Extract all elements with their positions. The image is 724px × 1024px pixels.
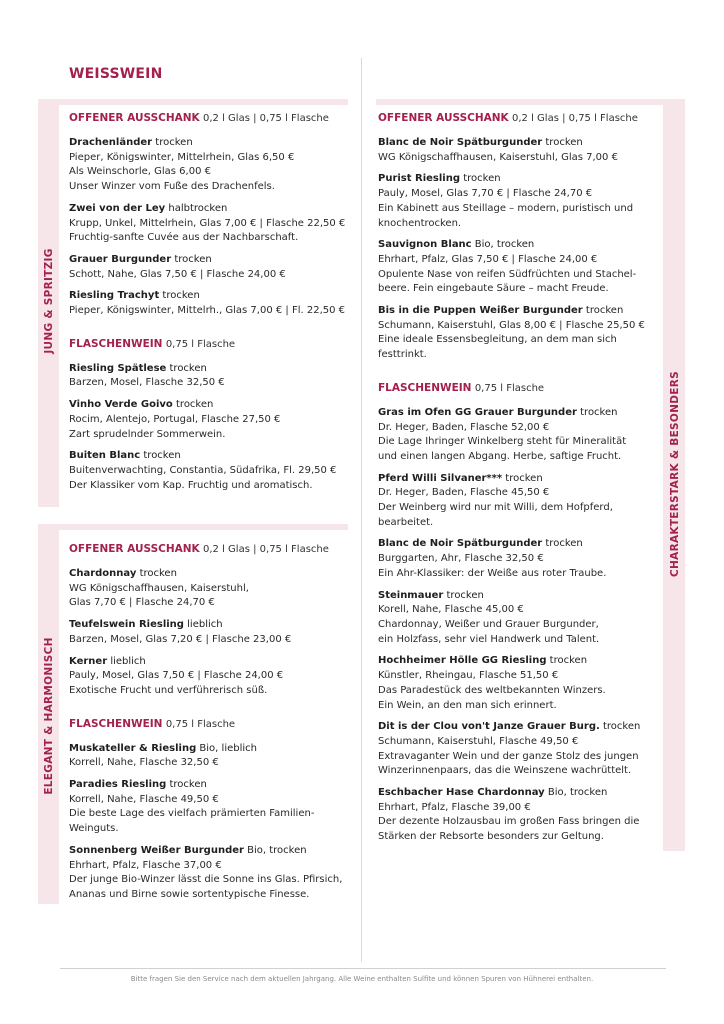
wine-detail: Korell, Nahe, Flasche 45,00 € [378, 604, 524, 616]
wine-style: trocken [139, 568, 177, 579]
wine-description: Stärken der Rebsorte besonders zur Geltung. [378, 831, 604, 843]
wine-name: Grauer Burgunder [69, 253, 172, 265]
wine-item [69, 398, 349, 442]
wine-item [378, 304, 663, 363]
section-flaschenwein [69, 717, 349, 903]
section-kind: FLASCHENWEIN [69, 717, 163, 730]
section-flaschenwein [69, 337, 349, 494]
wine-style: trocken [143, 450, 181, 462]
footer-note: Bitte fragen Sie den Service nach dem aktuellen Jahrgang. Alle Weine enthalten Sulfite und können Spuren von Hühnerei enthalten. [130, 975, 594, 983]
wine-description: Die Lage Ihringer Winkelberg steht für Mineralität [378, 436, 627, 448]
section-offener-ausschank [378, 111, 663, 363]
wine-detail: Schott, Nahe, Glas 7,50 € | Flasche 24,00 € [69, 268, 286, 280]
wine-style: Bio, trocken [247, 844, 307, 856]
wine-description: Unser Winzer vom Fuße des Drachenfels. [69, 181, 275, 193]
footer-divider [60, 968, 666, 969]
wine-name: Vinho Verde Goivo [69, 399, 173, 411]
wine-description: Ananas und Birne sowie sortentypische Finesse. [69, 888, 310, 900]
wine-item [69, 289, 349, 318]
wine-description: Der dezente Holzausbau im großen Fass bringen die [378, 816, 640, 828]
wine-detail: Pieper, Königswinter, Mittelrhein, Glas 6,50 € [69, 151, 295, 163]
wine-item [69, 449, 349, 493]
wine-item [378, 472, 663, 531]
wine-detail: Schumann, Kaiserstuhl, Flasche 49,50 € [378, 735, 579, 747]
section-kind: FLASCHENWEIN [378, 381, 472, 394]
wine-description: Exotische Frucht und verführerisch süß. [69, 684, 268, 696]
wine-description: Der Weinberg wird nur mit Willi, dem Hofpferd, [378, 502, 613, 514]
wine-style: trocken [545, 137, 583, 148]
wine-description: Winzerinnenpaars, das die Weinszene wachrüttelt. [378, 765, 632, 777]
wine-description: Fruchtig-sanfte Cuvée aus der Nachbarschaft. [69, 232, 299, 244]
wine-name: Kerner [69, 655, 108, 667]
wine-item [69, 778, 349, 837]
wine-name: Bis in die Puppen Weißer Burgunder [378, 305, 583, 317]
wine-description: beere. Fein eingebaute Säure – macht Freude. [378, 283, 609, 295]
wine-detail: Pauly, Mosel, Glas 7,70 € | Flasche 24,70 € [378, 188, 593, 200]
page-title: WEISSWEIN [69, 66, 163, 82]
wine-description: Opulente Nase von reifen Südfrüchten und Stachel- [378, 268, 637, 280]
wine-detail: Korrell, Nahe, Flasche 32,50 € [69, 757, 219, 769]
wine-name: Eschbacher Hase Chardonnay [378, 787, 545, 799]
wine-description: Der Klassiker vom Kap. Fruchtig und aromatisch. [69, 479, 313, 491]
wine-name: Sauvignon Blanc [378, 239, 472, 251]
wine-description: Extravaganter Wein und der ganze Stolz des jungen [378, 750, 639, 762]
wine-style: trocken [602, 721, 641, 733]
section-unit: 0,2 l Glas | 0,75 l Flasche [512, 113, 638, 124]
wine-name: Riesling Trachyt [69, 290, 160, 302]
section-flaschenwein [378, 381, 663, 845]
wine-item [69, 362, 349, 391]
wine-item [69, 202, 349, 246]
wine-style: trocken [585, 305, 624, 317]
wine-name: Zwei von der Ley [69, 202, 166, 214]
wine-detail: Barzen, Mosel, Glas 7,20 € | Flasche 23,00 € [69, 633, 292, 645]
wine-item [69, 742, 349, 771]
wine-name: Buiten Blanc [69, 450, 141, 462]
section-kind: OFFENER AUSSCHANK [69, 112, 200, 124]
wine-description: Chardonnay, Weißer und Grauer Burgunder, [378, 618, 599, 630]
section-unit: 0,75 l Flasche [165, 718, 236, 730]
wine-detail: Barzen, Mosel, Flasche 32,50 € [69, 377, 225, 389]
section-kind: FLASCHENWEIN [69, 337, 163, 350]
wine-name: Sonnenberg Weißer Burgunder [69, 844, 244, 856]
wine-name: Purist Riesling [378, 173, 461, 185]
wine-description: Der junge Bio-Winzer lässt die Sonne ins Glas. Pfirsich, [69, 874, 343, 886]
section-unit: 0,2 l Glas | 0,75 l Flasche [203, 544, 329, 555]
wine-description: und einen langen Abgang. Herbe, saftige Frucht. [378, 450, 622, 462]
wine-name: Hochheimer Hölle GG Riesling [378, 655, 547, 667]
wine-style: halbtrocken [168, 202, 228, 214]
wine-style: trocken [545, 538, 583, 550]
wine-name: Blanc de Noir Spätburgunder [378, 137, 543, 148]
wine-item [378, 720, 663, 779]
wine-description: Ein Ahr-Klassiker: der Weiße aus roter Traube. [378, 567, 607, 579]
wine-detail: Dr. Heger, Baden, Flasche 45,50 € [378, 487, 550, 499]
section-header [378, 111, 663, 126]
wine-style: Bio, trocken [474, 239, 535, 251]
wine-detail: Buitenverwachting, Constantia, Südafrika, Fl. 29,50 € [69, 464, 337, 476]
menu-block-charakterstark-besonders [378, 111, 663, 852]
wine-description: ein Holzfass, sehr viel Handwerk und Talent. [378, 633, 600, 645]
wine-style: Bio, lieblich [199, 742, 257, 754]
wine-item [378, 654, 663, 713]
wine-name: Pferd Willi Silvaner*** [378, 472, 503, 484]
wine-description: Ein Kabinett aus Steillage – modern, puristisch und [378, 202, 634, 214]
wine-detail: Pieper, Königswinter, Mittelrh., Glas 7,00 € | Fl. 22,50 € [69, 305, 346, 317]
section-header [378, 381, 663, 396]
section-header [69, 542, 349, 557]
wine-name: Chardonnay [69, 568, 137, 579]
wine-name: Drachenländer [69, 137, 153, 148]
wine-item [378, 537, 663, 581]
wine-style: lieblich [187, 619, 223, 631]
wine-description: knochentrocken. [378, 217, 462, 229]
wine-name: Riesling Spätlese [69, 362, 167, 374]
wine-detail: Korrell, Nahe, Flasche 49,50 € [69, 793, 219, 805]
wine-detail: Ehrhart, Pfalz, Glas 7,50 € | Flasche 24,00 € [378, 253, 598, 265]
wine-name: Paradies Riesling [69, 779, 167, 791]
section-offener-ausschank [69, 111, 349, 319]
wine-style: trocken [446, 589, 484, 601]
section-kind: OFFENER AUSSCHANK [378, 112, 509, 124]
menu-block-elegant-harmonisch [69, 542, 349, 910]
wine-style: trocken [549, 655, 588, 667]
wine-description: bearbeitet. [378, 516, 434, 528]
wine-style: trocken [463, 173, 501, 185]
band-label-elegant-harmonisch: ELEGANT & HARMONISCH [43, 637, 55, 795]
wine-item [378, 172, 663, 231]
wine-item [378, 786, 663, 845]
section-unit: 0,75 l Flasche [165, 338, 236, 350]
wine-detail: WG Königschaffhausen, Kaiserstuhl, Glas 7,00 € [378, 151, 618, 163]
wine-style: trocken [162, 290, 200, 302]
wine-description: Das Paradestück des weltbekannten Winzers. [378, 684, 606, 696]
wine-description: Zart sprudelnder Sommerwein. [69, 428, 226, 440]
wine-item [378, 238, 663, 297]
wine-style: trocken [169, 362, 207, 374]
wine-style: Bio, trocken [547, 787, 608, 799]
wine-detail: Als Weinschorle, Glas 6,00 € [69, 166, 211, 178]
wine-description: festtrinkt. [378, 349, 427, 361]
wine-name: Muskateller & Riesling [69, 742, 197, 754]
wine-style: trocken [155, 137, 193, 148]
wine-detail: Rocim, Alentejo, Portugal, Flasche 27,50 € [69, 413, 281, 425]
wine-detail: Burggarten, Ahr, Flasche 32,50 € [378, 553, 544, 565]
wine-item [69, 844, 349, 903]
wine-description: Eine ideale Essensbegleitung, an dem man sich [378, 334, 617, 346]
wine-detail: Schumann, Kaiserstuhl, Glas 8,00 € | Flasche 25,50 € [378, 319, 645, 331]
wine-detail: Krupp, Unkel, Mittelrhein, Glas 7,00 € | Flasche 22,50 € [69, 217, 346, 229]
wine-name: Teufelswein Riesling [69, 619, 184, 631]
section-offener-ausschank [69, 542, 349, 699]
wine-item [69, 618, 349, 647]
section-unit: 0,75 l Flasche [474, 382, 545, 394]
wine-name: Blanc de Noir Spätburgunder [378, 538, 543, 550]
wine-detail: Glas 7,70 € | Flasche 24,70 € [69, 597, 215, 609]
section-header [69, 337, 349, 352]
wine-item [378, 589, 663, 648]
wine-detail: WG Königschaffhausen, Kaiserstuhl, [69, 582, 249, 594]
wine-style: trocken [169, 779, 207, 791]
wine-item [69, 136, 349, 195]
wine-item [69, 253, 349, 282]
wine-detail: Ehrhart, Pfalz, Flasche 37,00 € [69, 859, 222, 871]
band-label-charakterstark-besonders: CHARAKTERSTARK & BESONDERS [669, 371, 681, 577]
wine-name: Gras im Ofen GG Grauer Burgunder [378, 406, 577, 418]
wine-style: trocken [505, 472, 543, 484]
wine-item [69, 567, 349, 611]
section-header [69, 111, 349, 126]
wine-description: Die beste Lage des vielfach prämierten Familien-Weinguts. [69, 808, 315, 835]
wine-item [378, 136, 663, 165]
wine-style: trocken [580, 406, 618, 418]
wine-style: trocken [174, 253, 212, 265]
wine-detail: Künstler, Rheingau, Flasche 51,50 € [378, 670, 559, 682]
band-label-jung-spritzig: JUNG & SPRITZIG [43, 248, 55, 354]
wine-style: trocken [176, 399, 214, 411]
menu-block-jung-spritzig [69, 111, 349, 500]
wine-name: Steinmauer [378, 589, 444, 601]
wine-description: Ein Wein, an den man sich erinnert. [378, 699, 557, 711]
wine-item [378, 406, 663, 465]
wine-item [69, 655, 349, 699]
wine-detail: Dr. Heger, Baden, Flasche 52,00 € [378, 421, 550, 433]
section-unit: 0,2 l Glas | 0,75 l Flasche [203, 113, 329, 124]
wine-style: lieblich [110, 655, 146, 667]
column-divider [361, 58, 362, 962]
wine-detail: Pauly, Mosel, Glas 7,50 € | Flasche 24,00 € [69, 670, 284, 682]
wine-name: Dit is der Clou von't Janze Grauer Burg. [378, 721, 600, 733]
section-header [69, 717, 349, 732]
wine-detail: Ehrhart, Pfalz, Flasche 39,00 € [378, 801, 531, 813]
section-kind: OFFENER AUSSCHANK [69, 543, 200, 555]
